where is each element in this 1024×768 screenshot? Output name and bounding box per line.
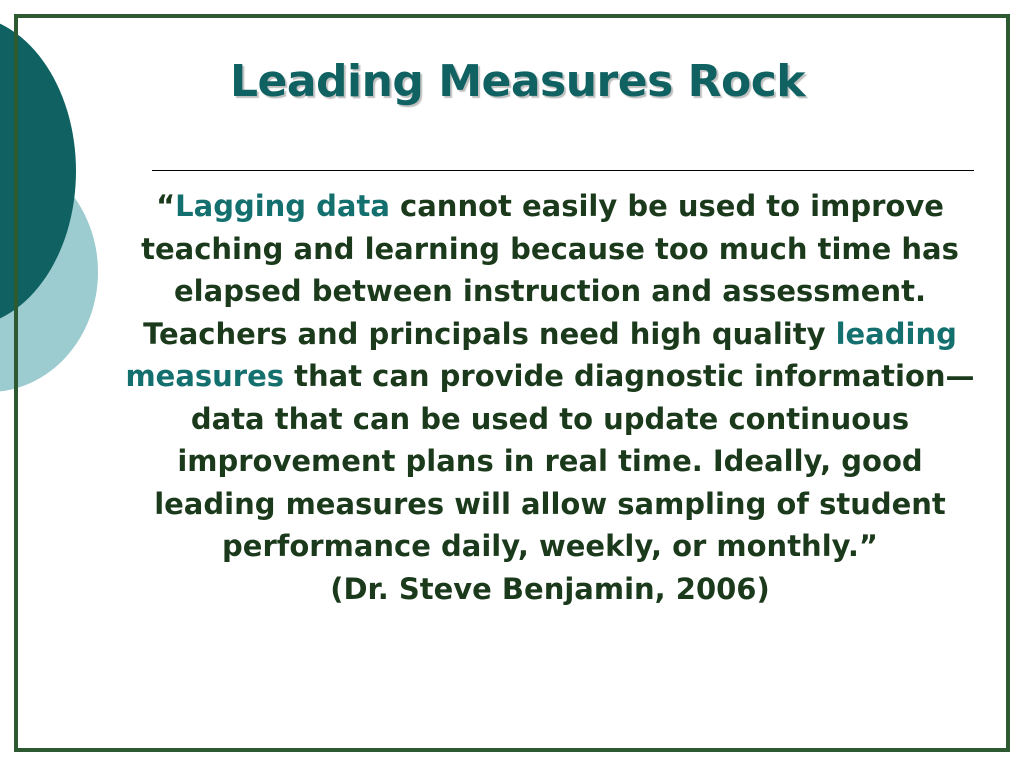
quote-open-mark: “ <box>156 189 176 223</box>
quote-highlight-leading-measures: leading measures <box>125 316 957 393</box>
title-divider <box>152 170 974 171</box>
slide-title: Leading Measures Rock <box>229 56 806 107</box>
quote-text-part-2: that can provide diagnostic information—data that can be used to update continuous improvement plans in real time. Ideally, good leading measures will allow sampling of student performance daily, weekly, or monthly.” <box>154 359 975 563</box>
quote-highlight-lagging-data: Lagging data <box>175 189 390 223</box>
quote-citation: (Dr. Steve Benjamin, 2006) <box>330 571 770 606</box>
quote-body <box>120 185 980 610</box>
quote-text-part-1: cannot easily be used to improve teaching and learning because too much time has elapsed between instruction and assessment. Teachers and principals need high quality <box>141 189 959 351</box>
